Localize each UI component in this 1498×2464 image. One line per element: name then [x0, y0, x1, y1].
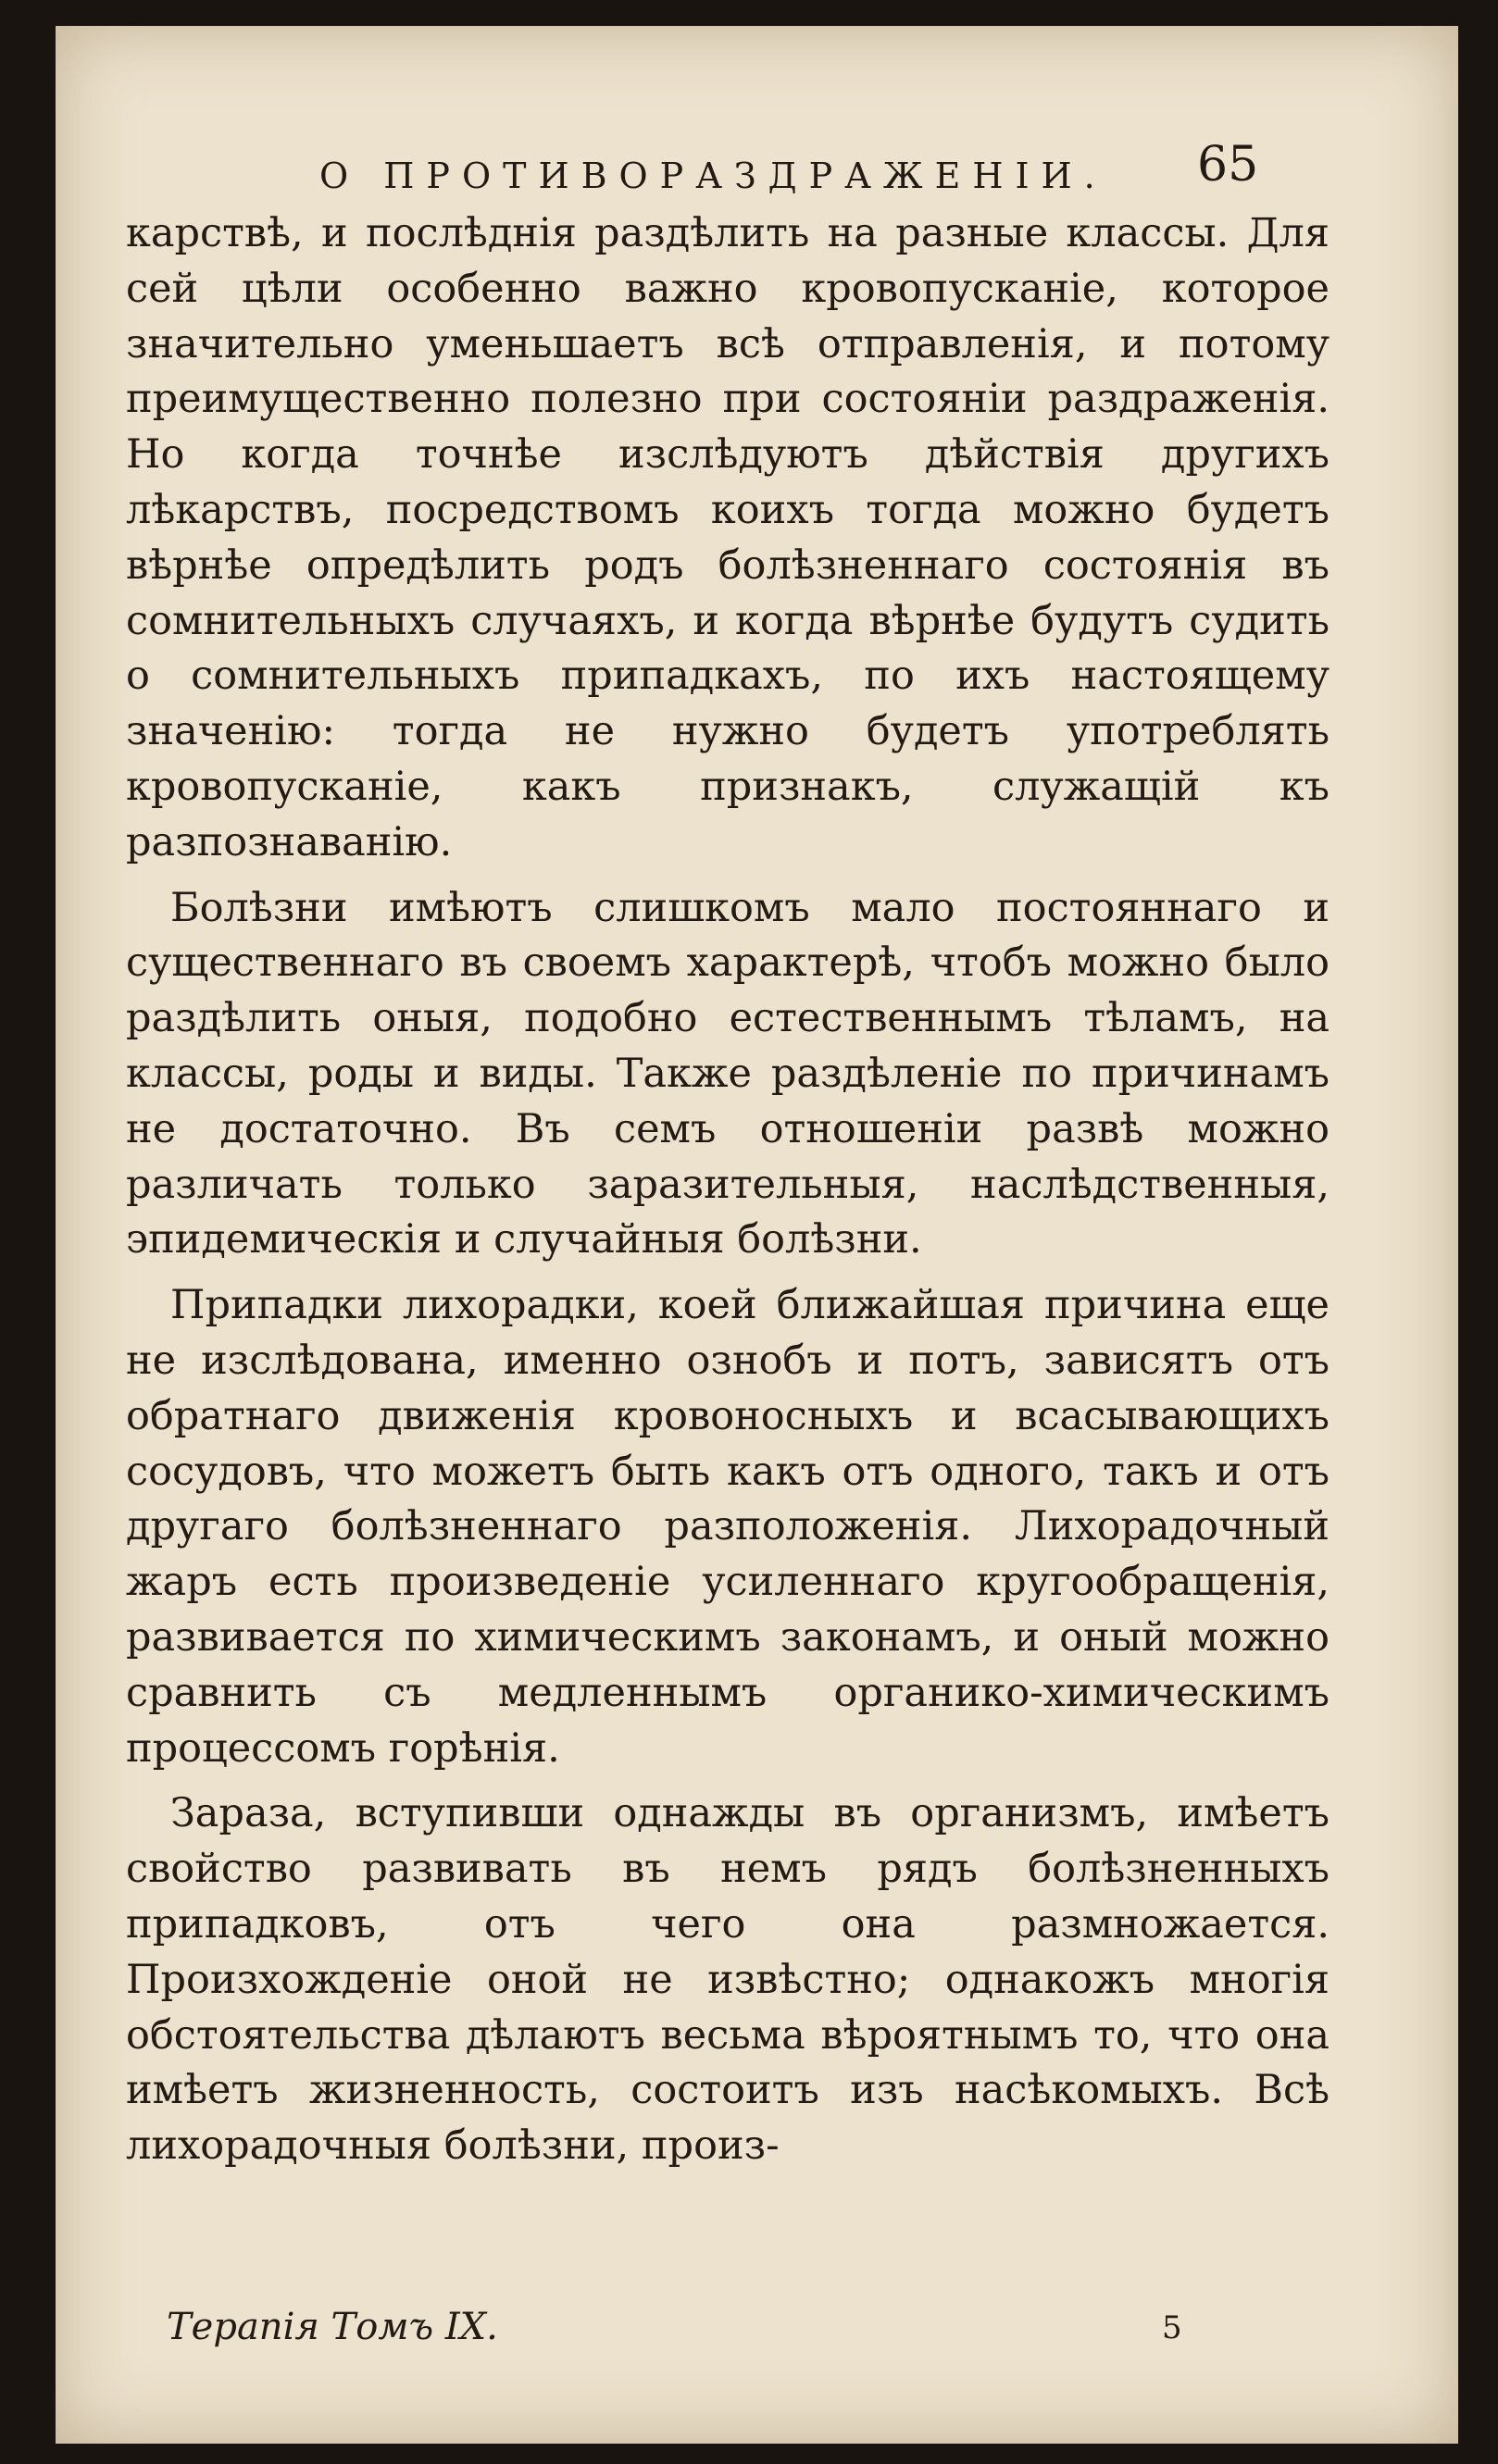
signature-line: Терапія Томъ IX. [167, 2306, 498, 2348]
page-number: 65 [1197, 137, 1259, 193]
paragraph-3: Припадки лихорадки, коей ближайшая причина еще не изслѣдована, именно ознобъ и потъ, зависятъ отъ обратнаго движенія кровоносныхъ и всасывающихъ сосудовъ, что можетъ быть какъ отъ одного, такъ и отъ другаго болѣзненнаго разположенія. Лихорадочный жаръ есть произведеніе усиленнаго кругообращенія, развивается по химическимъ законамъ, и оный можно сравнить съ медленнымъ органико-химическимъ процессомъ горѣнія. [126, 1282, 1329, 1772]
page-footer [56, 2296, 1458, 2361]
signature-mark: 5 [1162, 2309, 1182, 2346]
page-header [56, 137, 1458, 202]
paragraph-4: Зараза, вступивши однажды въ организмъ, имѣетъ свойство развивать въ немъ рядъ болѣзненныхъ припадковъ, отъ чего она размножается. Произхожденіе оной не извѣстно; однакожъ многія обстоятельства дѣлаютъ весьма вѣроятнымъ то, что она имѣетъ жизненность, состоитъ изъ насѣкомыхъ. Всѣ лихорадочныя болѣзни, произ- [126, 1790, 1329, 2170]
running-head: О ПРОТИВОРАЗДРАЖЕНІИ. [319, 156, 1107, 196]
paragraph-2: Болѣзни имѣютъ слишкомъ мало постояннаго и существеннаго въ своемъ характерѣ, чтобъ можно было раздѣлить оныя, подобно естественнымъ тѣламъ, на классы, роды и виды. Также раздѣленіе по причинамъ не достаточно. Въ семъ отношеніи развѣ можно различать только заразительныя, наслѣдственныя, эпидемическія и случайныя болѣзни. [126, 884, 1329, 1263]
book-page [56, 26, 1458, 2444]
body-text [126, 206, 1329, 2174]
paragraph-1: карствѣ, и послѣднія раздѣлить на разные классы. Для сей цѣли особенно важно кровопусканіе, которое значительно уменьшаетъ всѣ отправленія, и потому преимущественно полезно при состояніи раздраженія. Но когда точнѣе изслѣдуютъ дѣйствія другихъ лѣкарствъ, посредствомъ коихъ тогда можно будетъ вѣрнѣе опредѣлить родъ болѣзненнаго состоянія въ сомнительныхъ случаяхъ, и когда вѣрнѣе будутъ судить о сомнительныхъ припадкахъ, по ихъ настоящему значенію: тогда не нужно будетъ употреблять кровопусканіе, какъ признакъ, служащій къ разпознаванію. [126, 210, 1329, 865]
